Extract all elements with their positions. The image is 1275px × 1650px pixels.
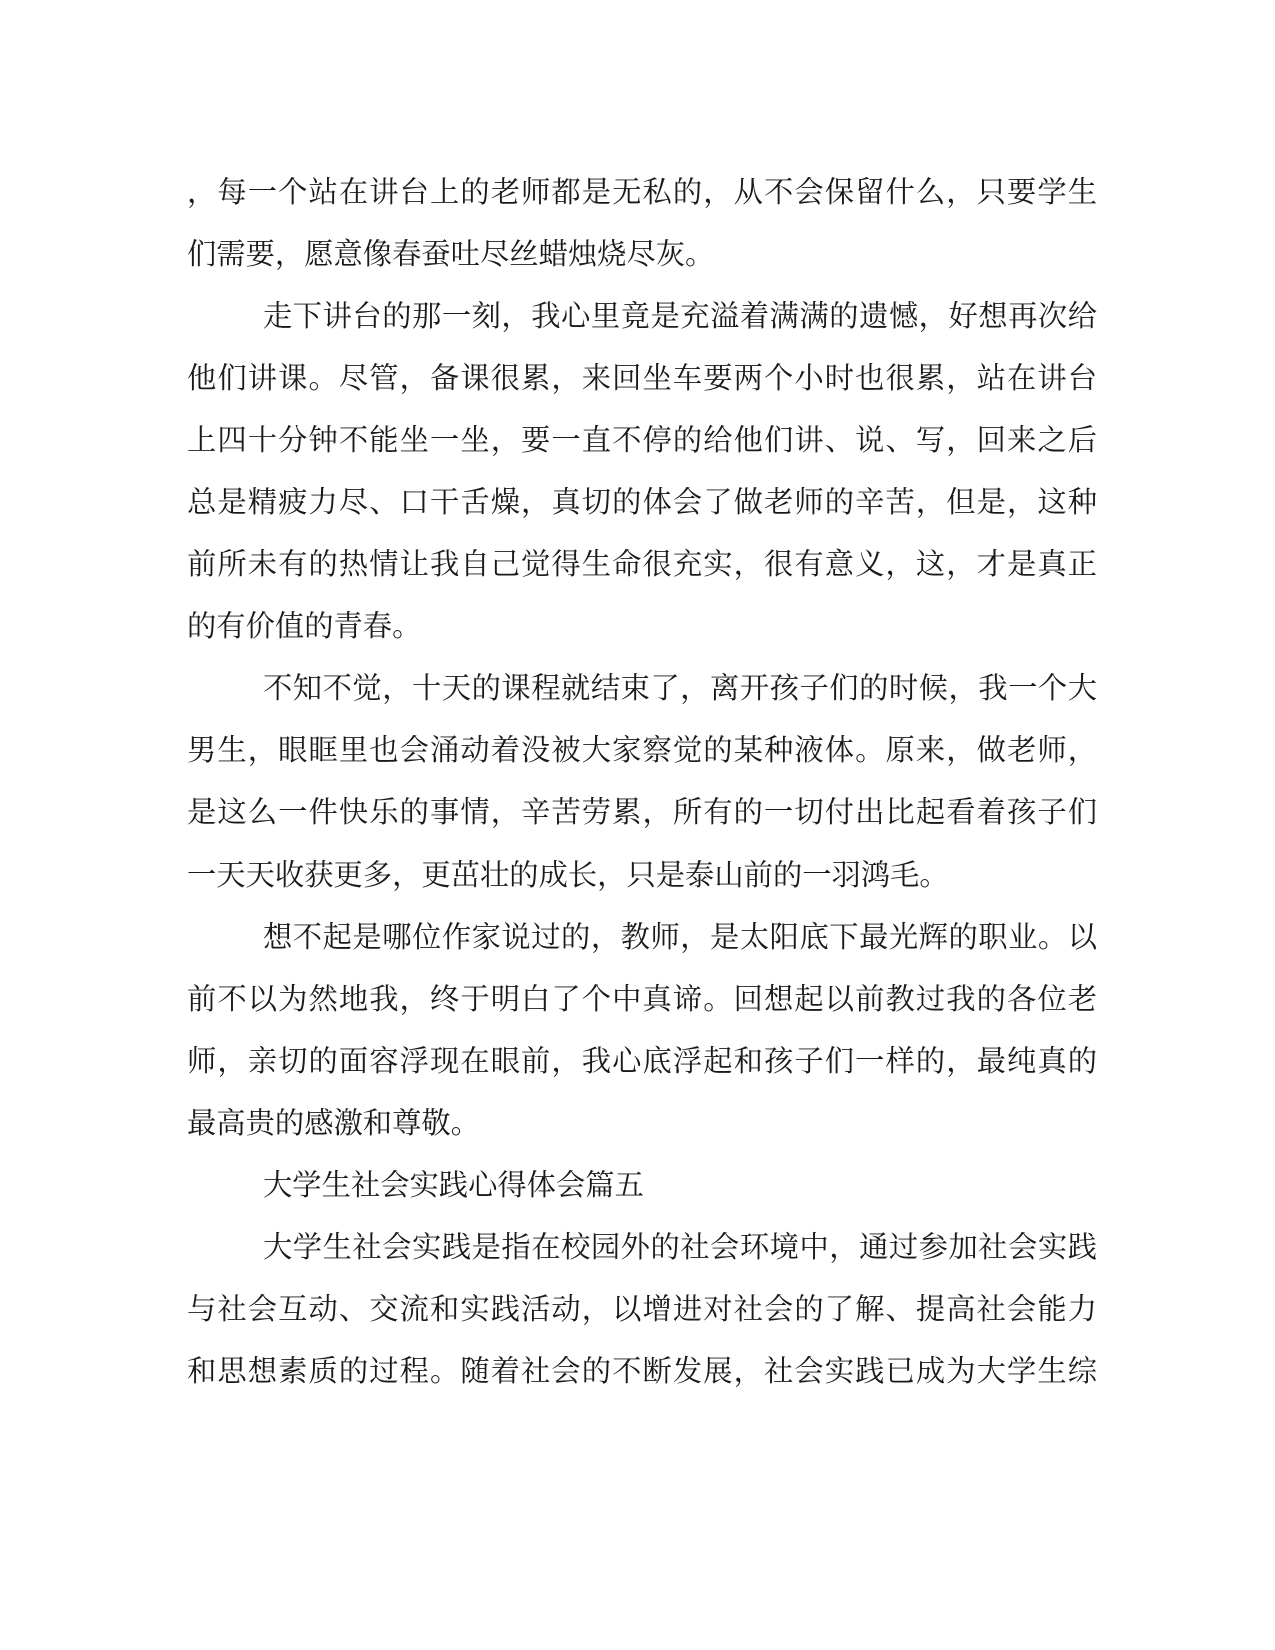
text-line: 大学生社会实践心得体会篇五 bbox=[263, 1169, 644, 1202]
text-line: 师，亲切的面容浮现在眼前，我心底浮起和孩子们一样的，最纯真的 bbox=[187, 1045, 1097, 1078]
text-line: 和思想素质的过程。随着社会的不断发展，社会实践已成为大学生综 bbox=[187, 1355, 1097, 1388]
text-line: 他们讲课。尽管，备课很累，来回坐车要两个小时也很累，站在讲台 bbox=[187, 363, 1097, 396]
text-line: 总是精疲力尽、口干舌燥，真切的体会了做老师的辛苦，但是，这种 bbox=[187, 487, 1097, 520]
text-line: 大学生社会实践是指在校园外的社会环境中，通过参加社会实践 bbox=[263, 1231, 1097, 1264]
paragraph bbox=[187, 907, 1097, 1155]
text-line: 前不以为然地我，终于明白了个中真谛。回想起以前教过我的各位老 bbox=[187, 983, 1097, 1016]
text-line: 们需要，愿意像春蚕吐尽丝蜡烛烧尽灰。 bbox=[187, 239, 715, 272]
text-line: 一天天收获更多，更茁壮的成长，只是泰山前的一羽鸿毛。 bbox=[187, 859, 949, 892]
text-line: ，每一个站在讲台上的老师都是无私的，从不会保留什么，只要学生 bbox=[187, 177, 1097, 209]
paragraph bbox=[187, 1217, 1097, 1403]
text-line: 最高贵的感激和尊敬。 bbox=[187, 1107, 480, 1140]
text-line: 的有价值的青春。 bbox=[187, 611, 422, 644]
text-line: 上四十分钟不能坐一坐，要一直不停的给他们讲、说、写，回来之后 bbox=[187, 425, 1097, 458]
paragraph bbox=[187, 162, 1097, 286]
paragraph bbox=[187, 286, 1097, 658]
text-line: 想不起是哪位作家说过的，教师，是太阳底下最光辉的职业。以 bbox=[263, 921, 1097, 954]
text-line: 走下讲台的那一刻，我心里竟是充溢着满满的遗憾，好想再次给 bbox=[263, 301, 1097, 334]
paragraph bbox=[187, 658, 1097, 906]
text-line: 男生，眼眶里也会涌动着没被大家察觉的某种液体。原来，做老师， bbox=[187, 735, 1097, 768]
text-line: 前所未有的热情让我自己觉得生命很充实，很有意义，这，才是真正 bbox=[187, 549, 1097, 582]
document-text bbox=[187, 162, 1097, 1403]
paragraph bbox=[187, 1155, 1097, 1217]
text-line: 是这么一件快乐的事情，辛苦劳累，所有的一切付出比起看着孩子们 bbox=[187, 797, 1097, 830]
text-line: 与社会互动、交流和实践活动，以增进对社会的了解、提高社会能力 bbox=[187, 1293, 1097, 1326]
text-line: 不知不觉，十天的课程就结束了，离开孩子们的时候，我一个大 bbox=[263, 673, 1097, 706]
